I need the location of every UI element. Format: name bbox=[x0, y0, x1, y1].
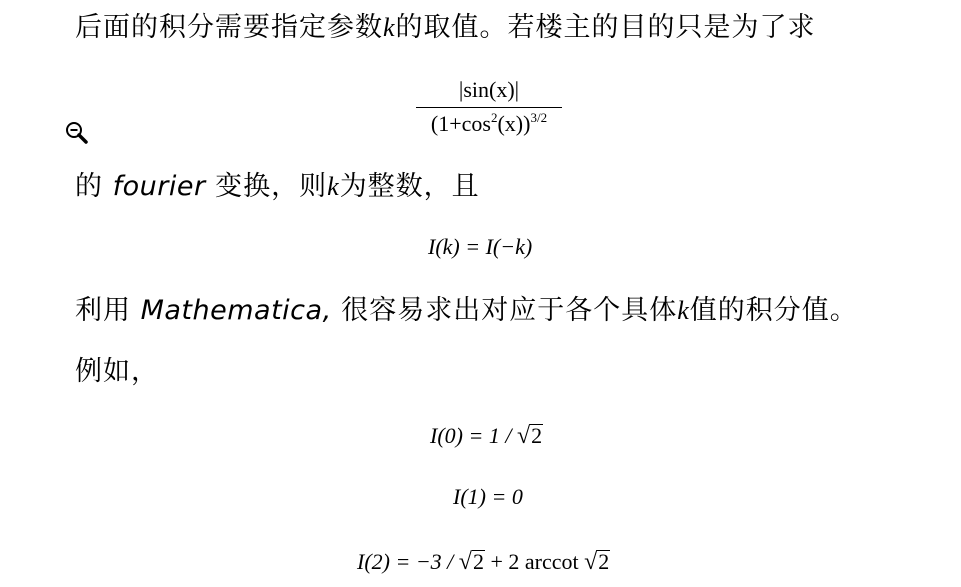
symmetry-equation bbox=[428, 234, 532, 260]
fraction-bar bbox=[416, 107, 562, 108]
variable-k: k bbox=[383, 13, 396, 42]
paragraph-2-mid: 变换，则 bbox=[205, 171, 328, 202]
paragraph-3-mid: 很容易求出对应于各个具体 bbox=[331, 295, 678, 326]
zoom-icon[interactable] bbox=[64, 120, 90, 146]
mathematica-word: Mathematica, bbox=[140, 295, 332, 326]
denominator-square: 2 bbox=[490, 110, 498, 125]
fraction-numerator bbox=[416, 76, 562, 104]
paragraph-1 bbox=[75, 11, 816, 45]
paragraph-2-pre: 的 bbox=[75, 171, 103, 202]
result-i2-lhs: I(2) = −3 / bbox=[357, 549, 459, 574]
variable-k-3: k bbox=[677, 296, 690, 325]
denominator-left: (1+cos bbox=[430, 111, 491, 136]
paragraph-2-post: 为整数，且 bbox=[339, 171, 480, 202]
denominator-mid: (x)) bbox=[497, 111, 531, 136]
paragraph-3-pre: 利用 bbox=[75, 295, 141, 326]
sqrt-symbol: √2 bbox=[458, 549, 484, 575]
paragraph-4-text: 例如， bbox=[75, 356, 159, 387]
result-i0-lhs: I(0) = 1 / bbox=[430, 423, 517, 448]
result-i2 bbox=[357, 549, 610, 575]
paragraph-2 bbox=[75, 170, 480, 204]
variable-k-2: k bbox=[327, 172, 340, 201]
integrand-fraction bbox=[416, 76, 562, 138]
result-i1-text: I(1) = 0 bbox=[453, 484, 523, 509]
result-i2-radicand-1: 2 bbox=[472, 549, 484, 574]
result-i0 bbox=[430, 423, 543, 449]
result-i2-radicand-2: 2 bbox=[598, 549, 610, 574]
fourier-word: fourier bbox=[112, 171, 206, 202]
result-i2-mid: + 2 arccot bbox=[484, 549, 585, 574]
result-i1 bbox=[453, 484, 523, 510]
paragraph-3-post: 值的积分值。 bbox=[689, 295, 858, 326]
paragraph-4 bbox=[75, 355, 159, 389]
symmetry-text: I(k) = I(−k) bbox=[428, 234, 533, 259]
result-i0-radicand: 2 bbox=[531, 423, 543, 448]
sqrt-symbol: √2 bbox=[516, 423, 543, 449]
paragraph-3 bbox=[75, 294, 858, 328]
paragraph-1-after: 的取值。若楼主的目的只是为了求 bbox=[395, 12, 816, 43]
paragraph-1-text: 后面的积分需要指定参数 bbox=[75, 12, 383, 43]
fraction-denominator bbox=[416, 110, 562, 138]
sqrt-symbol: √2 bbox=[584, 549, 610, 575]
denominator-power: 3/2 bbox=[530, 110, 548, 125]
numerator-text: |sin(x)| bbox=[458, 77, 520, 102]
